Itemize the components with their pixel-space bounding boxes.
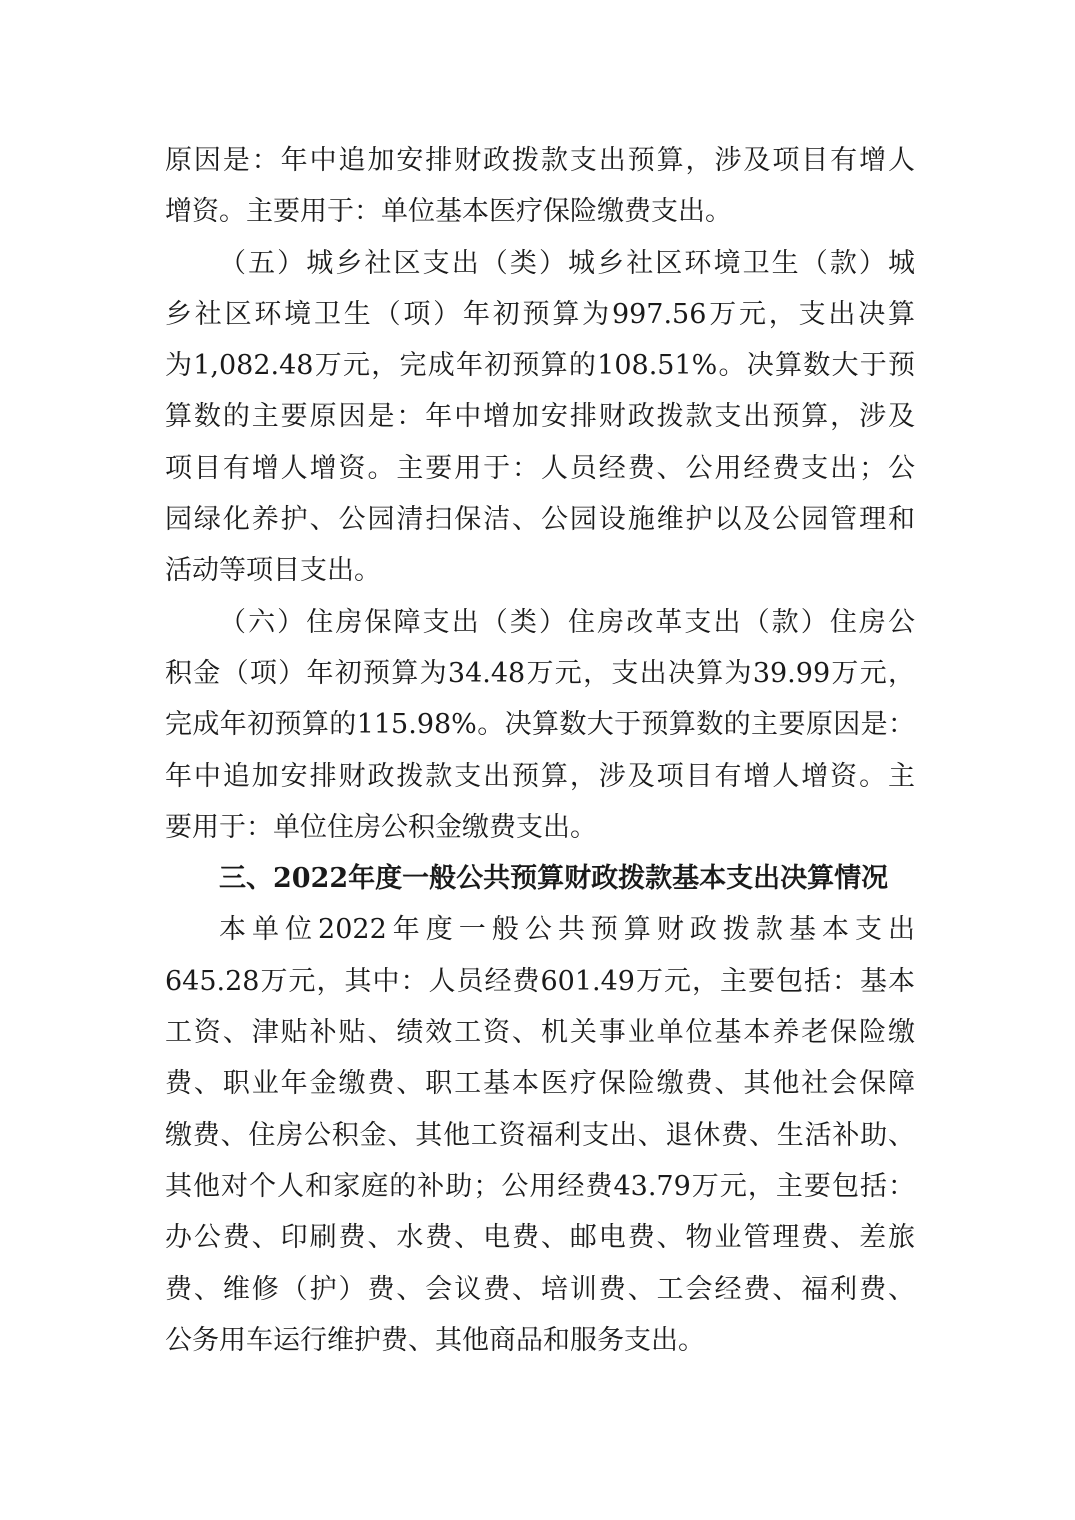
paragraph-line: 年中追加安排财政拨款支出预算，涉及项目有增人增资。主: [165, 760, 915, 792]
paragraph-line: 活动等项目支出。: [165, 555, 381, 587]
paragraph-line: 积金（项）年初预算为34.48万元，支出决算为39.99万元，: [165, 657, 915, 689]
paragraph-line: 费、维修（护）费、会议费、培训费、工会经费、福利费、: [165, 1273, 915, 1305]
paragraph-line: 其他对个人和家庭的补助；公用经费43.79万元，主要包括：: [165, 1170, 915, 1202]
paragraph-line: 项目有增人增资。主要用于：人员经费、公用经费支出；公: [165, 452, 915, 484]
paragraph-line: 要用于：单位住房公积金缴费支出。: [165, 811, 597, 843]
paragraph-line: 办公费、印刷费、水费、电费、邮电费、物业管理费、差旅: [165, 1222, 915, 1254]
paragraph-line: 工资、津贴补贴、绩效工资、机关事业单位基本养老保险缴: [165, 1017, 915, 1049]
paragraph-line: 为1,082.48万元，完成年初预算的108.51%。决算数大于预: [165, 350, 915, 382]
paragraph-line: 费、职业年金缴费、职工基本医疗保险缴费、其他社会保障: [165, 1068, 915, 1100]
section-heading: 三、2022年度一般公共预算财政拨款基本支出决算情况: [219, 863, 889, 895]
paragraph-line: 算数的主要原因是：年中增加安排财政拨款支出预算，涉及: [165, 401, 915, 433]
paragraph-line: 园绿化养护、公园清扫保洁、公园设施维护以及公园管理和: [165, 504, 915, 536]
paragraph-line: 缴费、住房公积金、其他工资福利支出、退休费、生活补助、: [165, 1119, 915, 1151]
paragraph-line: 乡社区环境卫生（项）年初预算为997.56万元，支出决算: [165, 298, 915, 330]
paragraph-line: 原因是：年中追加安排财政拨款支出预算，涉及项目有增人: [165, 145, 915, 176]
paragraph-line: 完成年初预算的115.98%。决算数大于预算数的主要原因是：: [165, 709, 915, 741]
section-6-first-line: （六）住房保障支出（类）住房改革支出（款）住房公: [219, 606, 915, 638]
section-5-first-line: （五）城乡社区支出（类）城乡社区环境卫生（款）城: [219, 247, 915, 279]
paragraph-line: 增资。主要用于：单位基本医疗保险缴费支出。: [165, 196, 732, 228]
document-page: [165, 135, 915, 1366]
paragraph-line: 645.28万元，其中：人员经费601.49万元，主要包括：基本: [165, 965, 915, 997]
paragraph-line: 公务用车运行维护费、其他商品和服务支出。: [165, 1324, 705, 1356]
section-7-first-line: 本单位2022年度一般公共预算财政拨款基本支出: [219, 914, 915, 946]
